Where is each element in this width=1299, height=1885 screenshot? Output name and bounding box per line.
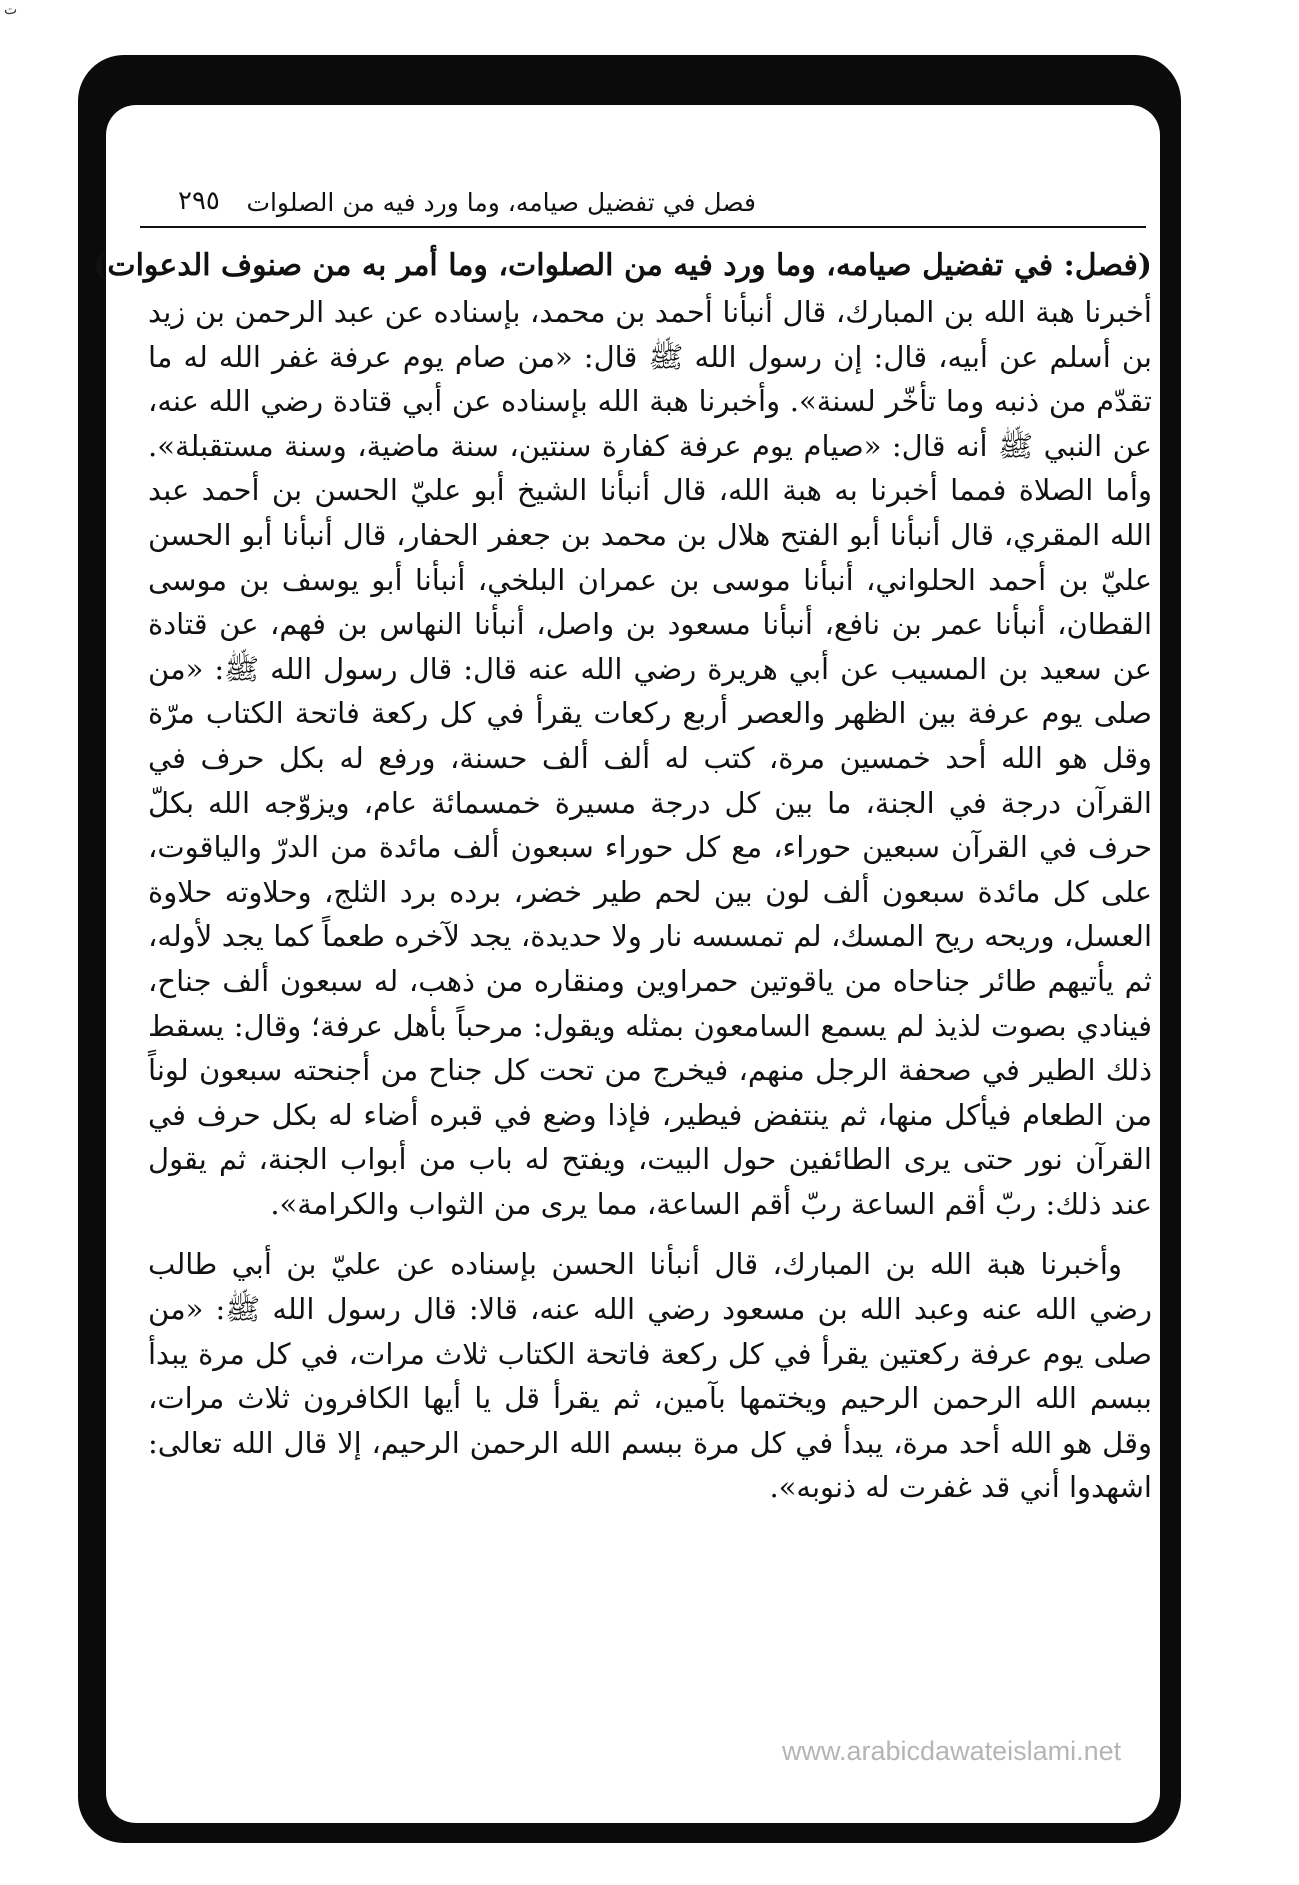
page-number: ٢٩٥ [178,186,220,216]
running-title: فصل في تفضيل صيامه، وما ورد فيه من الصلوات [246,188,756,217]
running-header [140,182,1146,228]
section-heading: (فصل: في تفضيل صيامه، وما ورد فيه من الصلوات، وما أمر به من صنوف الدعوات) [93,248,1152,283]
page-content [93,244,1152,1510]
body-paragraph-1: أخبرنا هبة الله بن المبارك، قال أنبأنا أحمد بن محمد، بإسناده عن عبد الرحمن بن زيد بن أسلم عن أبيه، قال: إن رسول الله ﷺ قال: «من صام يوم عرفة غفر الله له ما تقدّم من ذنبه وما تأخّر لسنة». وأخبرنا هبة الله بإسناده عن أبي قتادة رضي الله عنه، عن النبي ﷺ أنه قال: «صيام يوم عرفة كفارة سنتين، سنة ماضية، وسنة مستقبلة». وأما الصلاة فمما أخبرنا به هبة الله، قال أنبأنا الشيخ أبو عليّ الحسن بن أحمد عبد الله المقري، قال أنبأنا أبو الفتح هلال بن محمد بن جعفر الحفار، قال أنبأنا أبو الحسن عليّ بن أحمد الحلواني، أنبأنا موسى بن عمران البلخي، أنبأنا أبو يوسف بن موسى القطان، أنبأنا عمر بن نافع، أنبأنا مسعود بن واصل، أنبأنا النهاس بن فهم، عن قتادة عن سعيد بن المسيب عن أبي هريرة رضي الله عنه قال: قال رسول الله ﷺ: «من صلى يوم عرفة بين الظهر والعصر أربع ركعات يقرأ في كل ركعة فاتحة الكتاب مرّة وقل هو الله أحد خمسين مرة، كتب له ألف ألف حسنة، ورفع له بكل حرف في القرآن درجة في الجنة، ما بين كل درجة مسيرة خمسمائة عام، ويزوّجه الله بكلّ حرف في القرآن سبعين حوراء، مع كل حوراء سبعون ألف مائدة من الدرّ والياقوت، على كل مائدة سبعون ألف لون بين لحم طير خضر، برده برد الثلج، وحلاوته حلاوة العسل، وريحه ريح المسك، لم تمسسه نار ولا حديدة، يجد لآخره طعماً كما يجد لأوله، ثم يأتيهم طائر جناحاه من ياقوتين حمراوين ومنقاره من ذهب، له سبعون ألف جناح، فينادي بصوت لذيذ لم يسمع السامعون بمثله ويقول: مرحباً بأهل عرفة؛ وقال: يسقط ذلك الطير في صحفة الرجل منهم، فيخرج من تحت كل جناح من أجنحته سبعون لوناً من الطعام فيأكل منها، ثم ينتفض فيطير، فإذا وضع في قبره أضاء له بكل حرف في القرآن نور حتى يرى الطائفين حول البيت، ويفتح له باب من أبواب الجنة، ثم يقول عند ذلك: ربّ أقم الساعة ربّ أقم الساعة، مما يرى من الثواب والكرامة». [148,295,1152,1221]
body-paragraph-2: وأخبرنا هبة الله بن المبارك، قال أنبأنا الحسن بإسناده عن عليّ بن أبي طالب رضي الله عنه وعبد الله بن مسعود رضي الله عنه، قالا: قال رسول الله ﷺ: «من صلى يوم عرفة ركعتين يقرأ في كل ركعة فاتحة الكتاب ثلاث مرات، في كل مرة يبدأ ببسم الله الرحمن الرحيم ويختمها بآمين، ثم يقرأ قل يا أيها الكافرون ثلاث مرات، وقل هو الله أحد مرة، يبدأ في كل مرة ببسم الله الرحمن الرحيم، إلا قال الله تعالى: اشهدوا أني قد غفرت له ذنوبه». [148,1247,1152,1505]
corner-scan-mark: ت [4,2,18,18]
website-watermark: www.arabicdawateislami.net [782,1736,1122,1766]
